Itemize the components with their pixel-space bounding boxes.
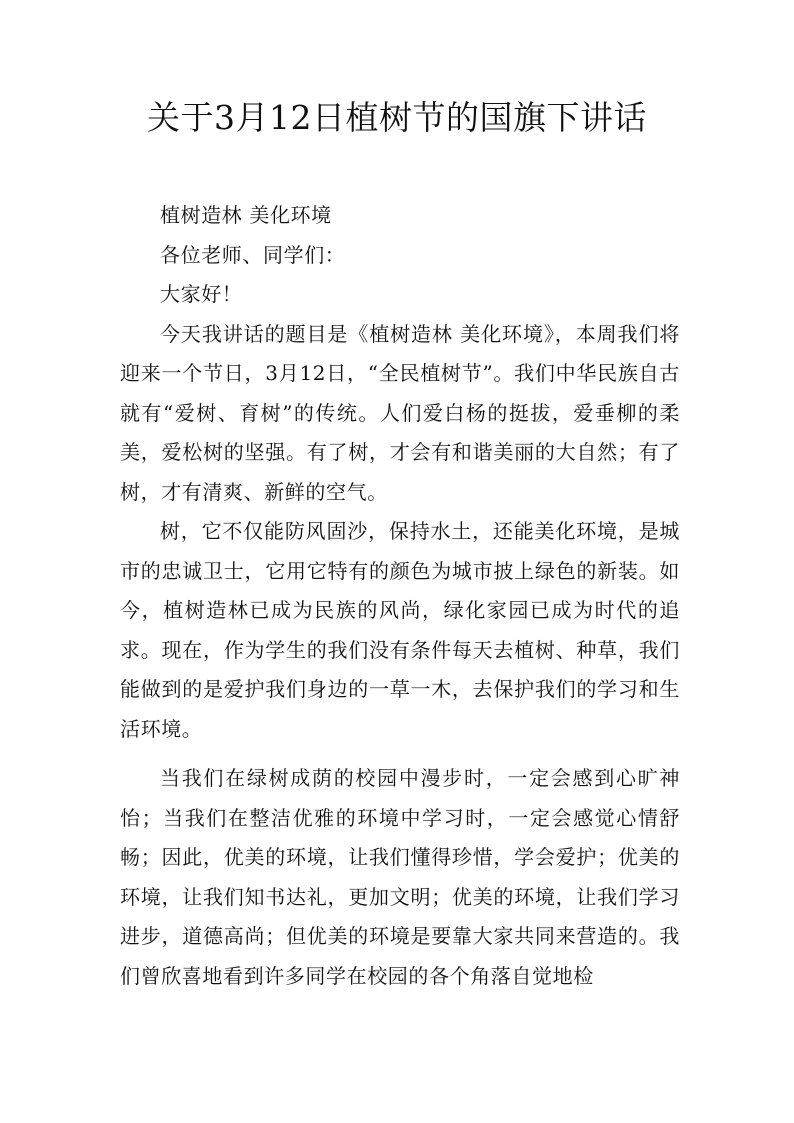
paragraph-trees: 树，它不仅能防风固沙，保持水土，还能美化环境，是城市的忠诚卫士，它用它特有的颜色为城市披上绿色的新装。如今，植树造林已成为民族的风尚，绿化家园已成为时代的追求。现在，作为学生的我们没有条件每天去植树、种草，我们能做到的是爱护我们身边的一草一木，去保护我们的学习和生活环境。 bbox=[120, 519, 680, 741]
greeting: 大家好！ bbox=[160, 282, 243, 306]
speech-topic: 植树造林 美化环境 bbox=[160, 203, 332, 227]
document-title: 关于3月12日植树节的国旗下讲话 bbox=[147, 98, 647, 137]
document-body bbox=[120, 196, 680, 996]
paragraph-campus: 当我们在绿树成荫的校园中漫步时，一定会感到心旷神怡；当我们在整洁优雅的环境中学习时，一定会感觉心情舒畅；因此，优美的环境，让我们懂得珍惜，学会爱护；优美的环境，让我们知书达礼，更加文明；优美的环境，让我们学习进步，道德高尚；但优美的环境是要靠大家共同来营造的。我们曾欣喜地看到许多同学在校园的各个角落自觉地检 bbox=[120, 766, 680, 988]
paragraph-intro: 今天我讲话的题目是《植树造林 美化环境》，本周我们将迎来一个节日，3月12日，“全民植树节”。我们中华民族自古就有“爱树、育树”的传统。人们爱白杨的挺拔，爱垂柳的柔美，爱松树的坚强。有了树，才会有和谐美丽的大自然；有了树，才有清爽、新鲜的空气。 bbox=[120, 321, 680, 504]
salutation: 各位老师、同学们： bbox=[160, 242, 346, 267]
